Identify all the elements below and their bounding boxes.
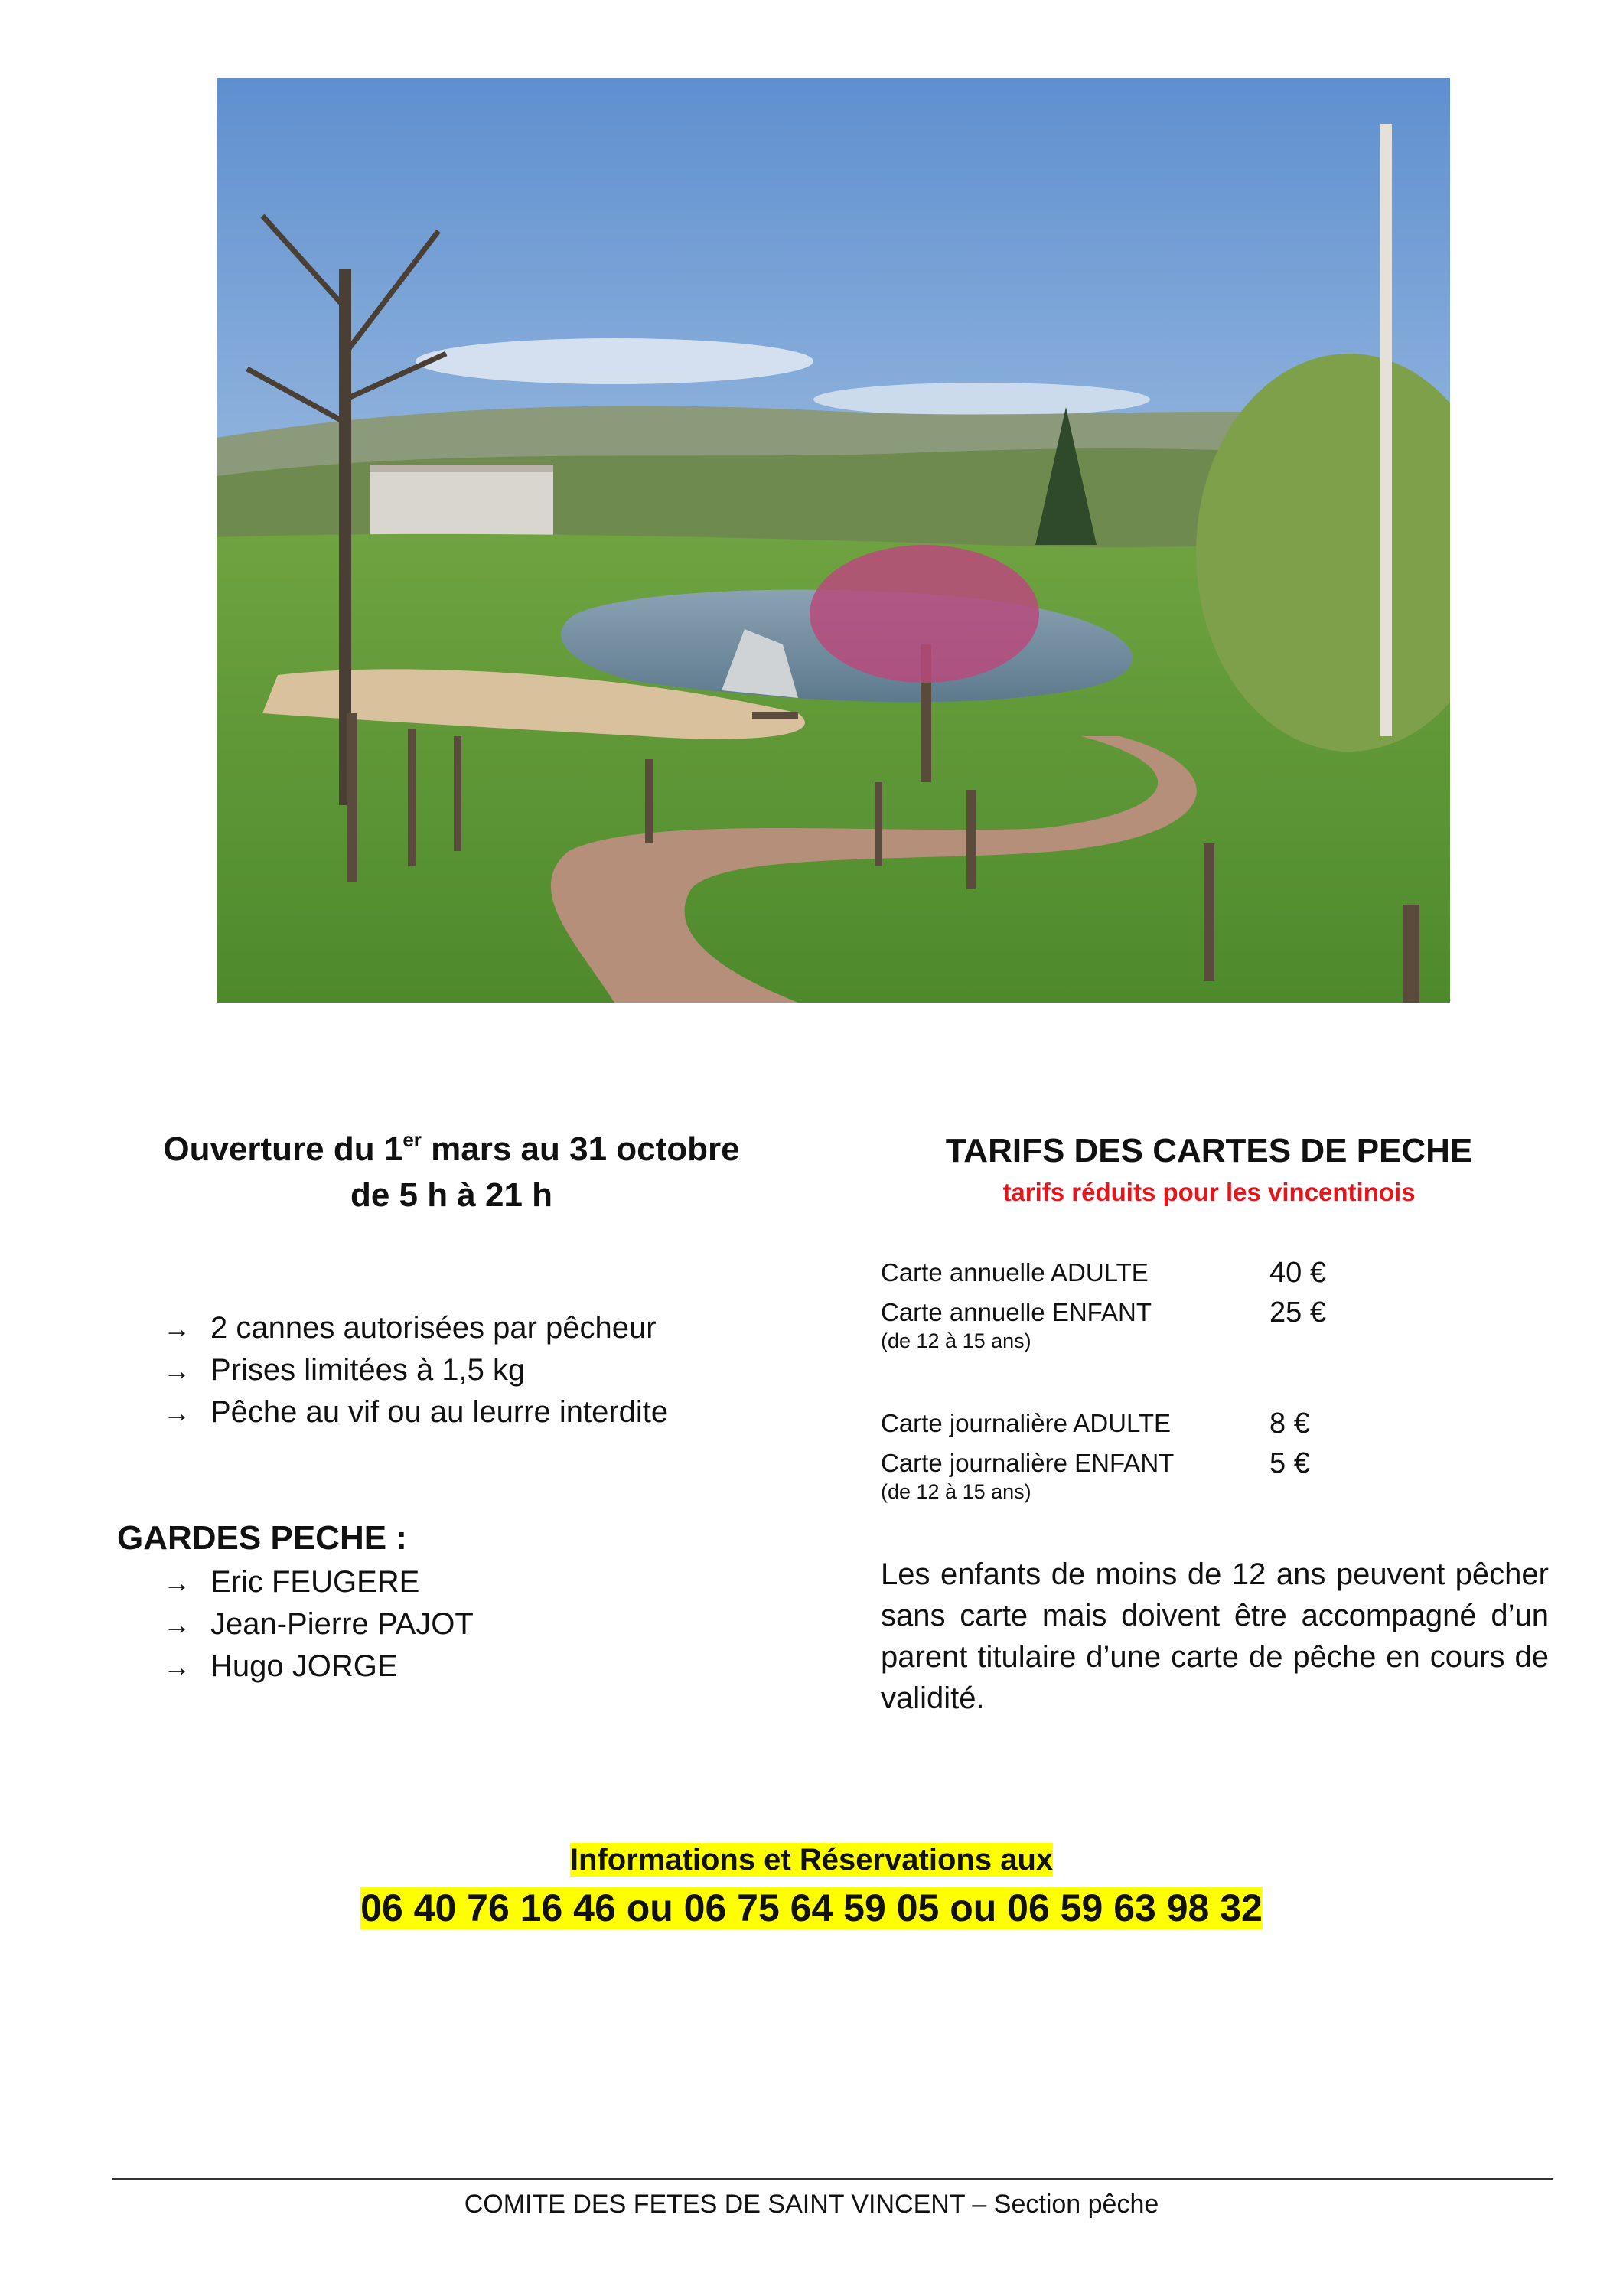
list-item: → Jean-Pierre PAJOT	[163, 1603, 474, 1645]
footer-divider	[112, 2178, 1553, 2180]
guards-list	[163, 1561, 474, 1688]
card-label: Carte journalière ADULTE	[881, 1409, 1172, 1437]
arrow-right-icon: →	[163, 1567, 191, 1598]
contact-label	[0, 1841, 1623, 1878]
card-price: 40 €	[1269, 1257, 1326, 1289]
opening-period: Ouverture du 1er mars au 31 octobre	[163, 1128, 740, 1168]
phone-numbers-text: 06 40 76 16 46 ou 06 75 64 59 05 ou 06 59 63 98 32	[360, 1887, 1263, 1929]
arrow-right-icon: →	[163, 1397, 191, 1428]
contact-label-text: Informations et Réservations aux	[569, 1843, 1054, 1877]
children-rule-paragraph: Les enfants de moins de 12 ans peuvent pêcher sans carte mais doivent être accompagné d’un parent titulaire d’une carte de pêche en cours de validité.	[881, 1557, 1549, 1715]
card-label: Carte annuelle ADULTE	[881, 1258, 1149, 1287]
tarifs-heading: TARIFS DES CARTES DE PECHE	[945, 1132, 1473, 1169]
card-price: 8 €	[1269, 1407, 1310, 1440]
card-price: 5 €	[1269, 1447, 1310, 1479]
list-item: → Pêche au vif ou au leurre interdite	[163, 1391, 668, 1433]
list-item: → Prises limitées à 1,5 kg	[163, 1349, 668, 1391]
price-row	[881, 1293, 1355, 1332]
phone-numbers	[0, 1884, 1623, 1932]
arrow-right-icon: →	[163, 1609, 191, 1640]
annual-card-prices	[881, 1253, 1355, 1354]
tarifs-subheading: tarifs réduits pour les vincentinois	[1002, 1178, 1416, 1206]
daily-card-prices	[881, 1404, 1355, 1505]
park-landscape-illustration	[217, 78, 1450, 1003]
list-item: → 2 cannes autorisées par pêcheur	[163, 1307, 668, 1349]
footer-text: COMITE DES FETES DE SAINT VINCENT – Section pêche	[464, 2190, 1159, 2219]
card-price: 25 €	[1269, 1296, 1326, 1329]
opening-dates	[92, 1127, 811, 1218]
price-row	[881, 1253, 1355, 1293]
arrow-right-icon: →	[163, 1355, 191, 1386]
guards-heading: GARDES PECHE :	[117, 1519, 407, 1557]
arrow-right-icon: →	[163, 1651, 191, 1682]
arrow-right-icon: →	[163, 1313, 191, 1344]
price-row	[881, 1404, 1355, 1443]
price-row	[881, 1443, 1355, 1483]
fishing-rules-list	[163, 1307, 668, 1433]
card-label: Carte journalière ENFANT	[881, 1449, 1175, 1477]
age-range-note: (de 12 à 15 ans)	[881, 1480, 1031, 1503]
list-item: → Eric FEUGERE	[163, 1561, 474, 1603]
park-photo	[217, 78, 1450, 1003]
age-range-note: (de 12 à 15 ans)	[881, 1329, 1031, 1352]
card-label: Carte annuelle ENFANT	[881, 1298, 1152, 1326]
list-item: → Hugo JORGE	[163, 1645, 474, 1688]
opening-hours: de 5 h à 21 h	[350, 1176, 553, 1214]
